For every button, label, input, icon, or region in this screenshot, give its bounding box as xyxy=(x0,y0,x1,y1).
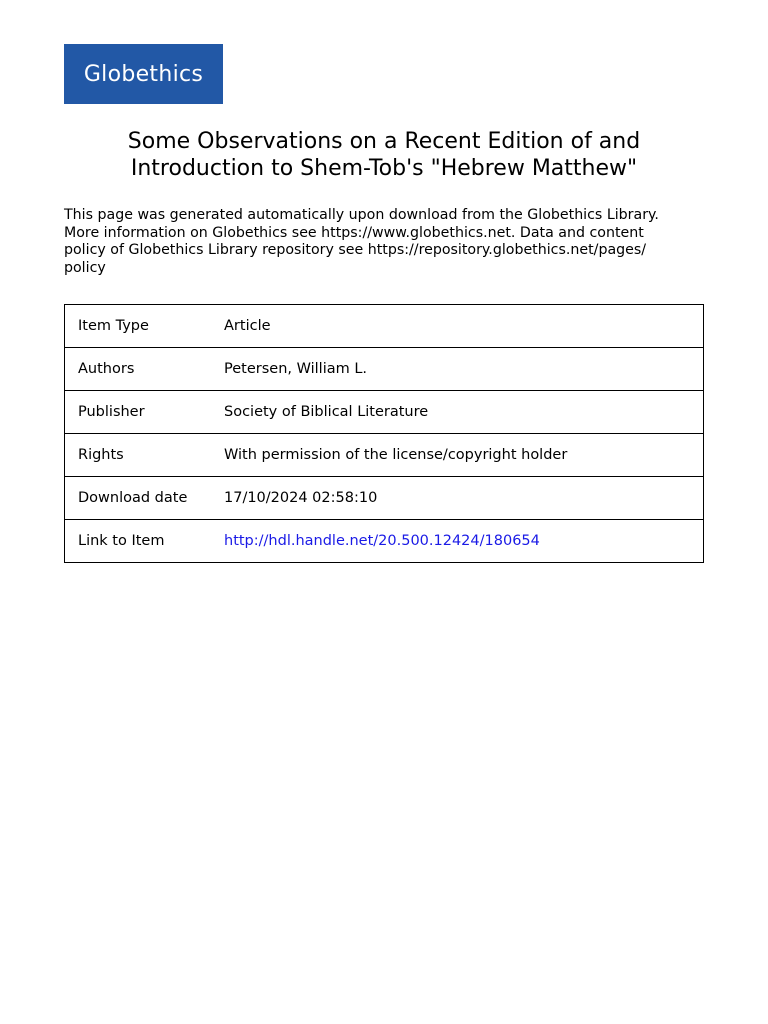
row-label: Rights xyxy=(65,434,225,477)
title-line-2: Introduction to Shem-Tob's "Hebrew Matthew" xyxy=(130,156,638,181)
metadata-table xyxy=(64,304,704,563)
row-value: With permission of the license/copyright holder xyxy=(224,434,704,477)
row-value: Petersen, William L. xyxy=(224,348,704,391)
row-label: Publisher xyxy=(65,391,225,434)
table-row xyxy=(65,520,704,563)
row-label: Authors xyxy=(65,348,225,391)
notice-line-2: More information on Globethics see https://www.globethics.net. Data and content xyxy=(64,224,644,241)
row-label: Item Type xyxy=(65,305,225,348)
notice-line-1: This page was generated automatically upon download from the Globethics Library. xyxy=(64,207,659,223)
table-row xyxy=(65,434,704,477)
table-row xyxy=(65,391,704,434)
download-notice xyxy=(64,207,704,278)
row-label: Link to Item xyxy=(65,520,225,563)
table-row xyxy=(65,348,704,391)
row-value: 17/10/2024 02:58:10 xyxy=(224,477,704,520)
document-title xyxy=(64,128,704,182)
notice-line-4: policy xyxy=(64,260,106,277)
logo-text: Globethics xyxy=(83,61,204,87)
row-label: Download date xyxy=(65,477,225,520)
globethics-logo xyxy=(64,44,223,104)
title-line-1: Some Observations on a Recent Edition of and xyxy=(127,129,641,154)
item-link[interactable]: http://hdl.handle.net/20.500.12424/180654 xyxy=(224,533,540,549)
row-value: Article xyxy=(224,305,704,348)
row-value: Society of Biblical Literature xyxy=(224,391,704,434)
table-row xyxy=(65,305,704,348)
table-row xyxy=(65,477,704,520)
notice-line-3: policy of Globethics Library repository see https://repository.globethics.net/pages/ xyxy=(64,242,647,259)
